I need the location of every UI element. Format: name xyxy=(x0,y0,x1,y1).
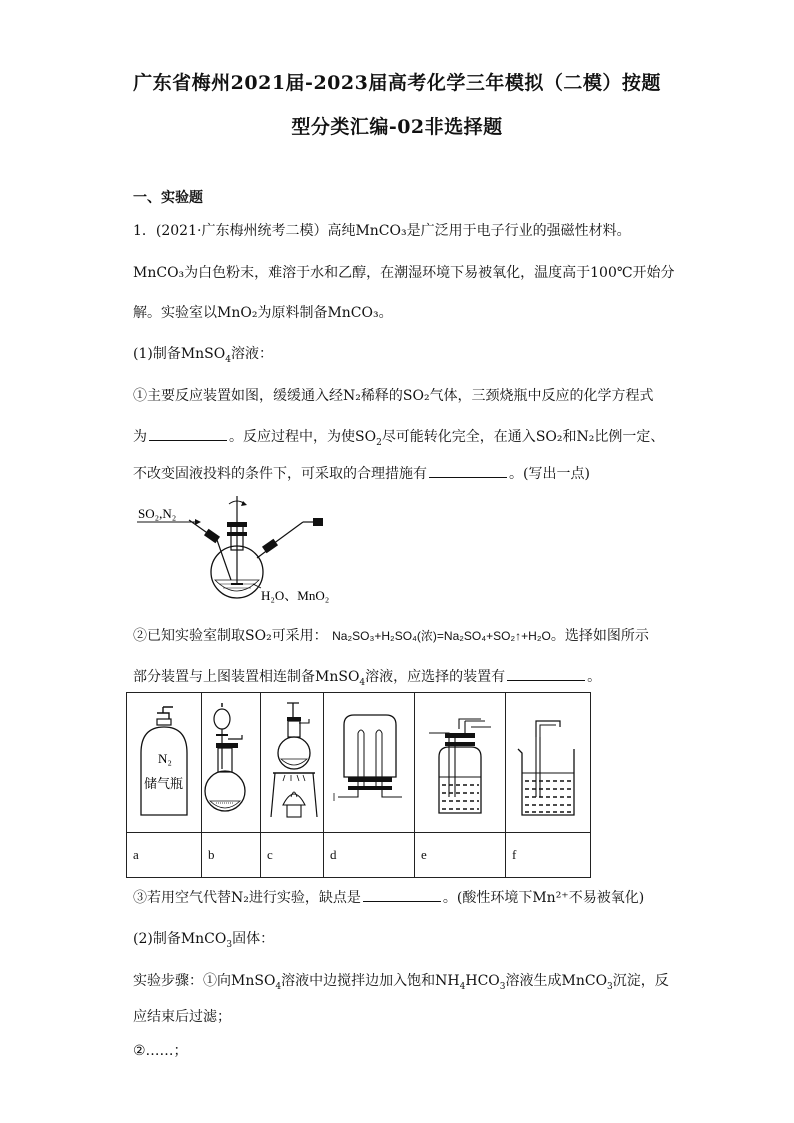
apparatus-a-cell xyxy=(127,693,202,833)
question-intro: 1．(2021·广东梅州统考二模）高纯MnCO₃是广泛用于电子行业的强磁性材料。 xyxy=(133,223,631,239)
gas-washing-bottle-figure xyxy=(415,693,505,828)
apparatus-label-e: e xyxy=(415,833,506,878)
separatory-funnel-flask-figure xyxy=(202,693,260,828)
part-1-heading: (1)制备MnSO$_4$溶液： xyxy=(133,346,273,365)
step-1-line-2: 为 。反应过程中，为使$SO_2$尽可能转化完全，在通入SO₂和N₂比例一定、 xyxy=(133,426,664,448)
apparatus-label-b: b xyxy=(202,833,261,878)
beaker-figure xyxy=(506,693,590,828)
procedure-line-3: ②……； xyxy=(133,1043,188,1059)
answer-blank-1[interactable] xyxy=(149,426,227,441)
heated-flask-figure xyxy=(261,693,323,828)
question-line-2: MnCO₃为白色粉末，难溶于水和乙醇，在潮湿环境下易被氧化，温度高于100℃开始分 xyxy=(133,265,675,281)
answer-blank-4[interactable] xyxy=(363,887,441,902)
inverted-bottle-figure xyxy=(324,693,414,828)
apparatus-label-d: d xyxy=(324,833,415,878)
document-title-line2: 型分类汇编-02非选择题 xyxy=(291,116,503,138)
flask-contents-label: H₂O、MnO₂ xyxy=(261,588,330,603)
apparatus-label-c: c xyxy=(261,833,324,878)
document-title-line1: 广东省梅州2021届-2023届高考化学三年模拟（二模）按题 xyxy=(133,72,661,94)
gas-inlet-label: SO₂,N₂ xyxy=(138,506,177,521)
apparatus-label-a: a xyxy=(127,833,202,878)
step-1-line-3: 不改变固液投料的条件下，可采取的合理措施有 。(写出一点) xyxy=(133,463,590,483)
svg-text:N₂: N₂ xyxy=(158,751,172,766)
step-2-line-2: 部分装置与上图装置相连制备MnSO$_4$溶液，应选择的装置有 。 xyxy=(133,666,601,688)
apparatus-label-f: f xyxy=(506,833,591,878)
procedure-line-2: 应结束后过滤； xyxy=(133,1009,231,1025)
section-heading: 一、实验题 xyxy=(133,190,203,206)
step-3-line: ③若用空气代替N₂进行实验，缺点是 。(酸性环境下Mn²⁺不易被氧化) xyxy=(133,887,644,907)
apparatus-e-cell xyxy=(415,693,506,833)
gas-cylinder-figure xyxy=(127,693,201,828)
part-2-heading: (2)制备MnCO$_3$固体： xyxy=(133,931,275,950)
apparatus-c-cell xyxy=(261,693,324,833)
step-1-line-1: ①主要反应装置如图，缓缓通入经N₂稀释的SO₂气体，三颈烧瓶中反应的化学方程式 xyxy=(133,388,654,404)
step-2-line-1: ②已知实验室制取SO₂可采用： Na₂SO₃+H₂SO₄(浓)=Na₂SO₄+SO₂↑+H₂O。选择如图所示 xyxy=(133,628,649,644)
apparatus-d-cell xyxy=(324,693,415,833)
apparatus-table xyxy=(126,692,591,878)
apparatus-b-cell xyxy=(202,693,261,833)
svg-text:储气瓶: 储气瓶 xyxy=(144,776,184,791)
answer-blank-2[interactable] xyxy=(429,463,507,478)
reaction-equation: Na₂SO₃+H₂SO₄(浓)=Na₂SO₄+SO₂↑+H₂O xyxy=(332,629,551,643)
answer-blank-3[interactable] xyxy=(507,666,585,681)
three-neck-flask-figure xyxy=(133,492,363,607)
question-line-3: 解。实验室以MnO₂为原料制备MnCO₃。 xyxy=(133,305,393,321)
procedure-line-1: 实验步骤：①向MnSO$_4$溶液中边搅拌边加入饱和$NH_4HCO_3$溶液生成MnCO$_3$沉淀，反 xyxy=(133,973,669,992)
apparatus-f-cell xyxy=(506,693,591,833)
